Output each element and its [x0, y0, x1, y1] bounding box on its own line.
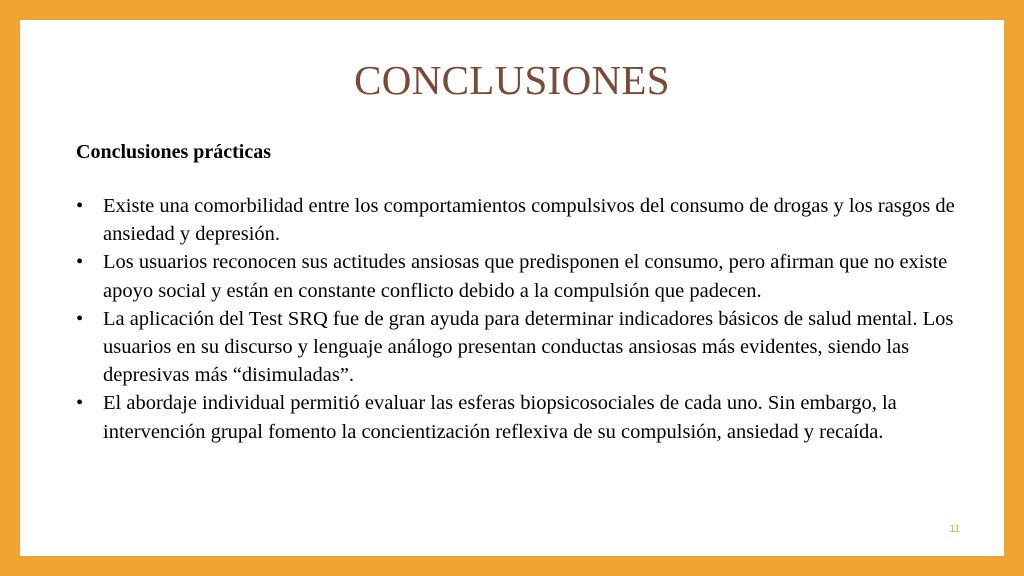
bullet-icon: •	[76, 392, 84, 415]
bullet-text: Los usuarios reconocen sus actitudes ansiosas que predisponen el consumo, pero afirman que no existe apoyo social y están en constante conflicto debido a la compulsión que padecen.	[103, 251, 948, 302]
bullet-icon: •	[76, 307, 84, 330]
bullet-list	[76, 192, 986, 446]
bullet-item	[76, 192, 986, 248]
bullet-item	[76, 389, 986, 445]
page-number: 11	[949, 524, 960, 535]
bullet-icon: •	[76, 195, 84, 217]
section-subtitle: Conclusiones prácticas	[76, 141, 271, 163]
bullet-item	[76, 305, 986, 390]
bullet-text: La aplicación del Test SRQ fue de gran ayuda para determinar indicadores básicos de salud mental. Los usuarios en su discurso y lenguaje análogo presentan conductas ansiosas más evidentes, siendo las depresivas más “disimuladas”.	[103, 307, 954, 387]
content-panel	[20, 20, 1004, 556]
bullet-text: Existe una comorbilidad entre los comportamientos compulsivos del consumo de drogas y los rasgos de ansiedad y depresión.	[103, 195, 955, 246]
bullet-icon: •	[76, 251, 84, 274]
bullet-text: El abordaje individual permitió evaluar las esferas biopsicosociales de cada uno. Sin embargo, la intervención grupal fomento la concientización reflexiva de su compulsión, ansiedad y recaída.	[103, 392, 897, 443]
bullet-item	[76, 248, 986, 304]
slide-title: CONCLUSIONES	[354, 57, 670, 103]
